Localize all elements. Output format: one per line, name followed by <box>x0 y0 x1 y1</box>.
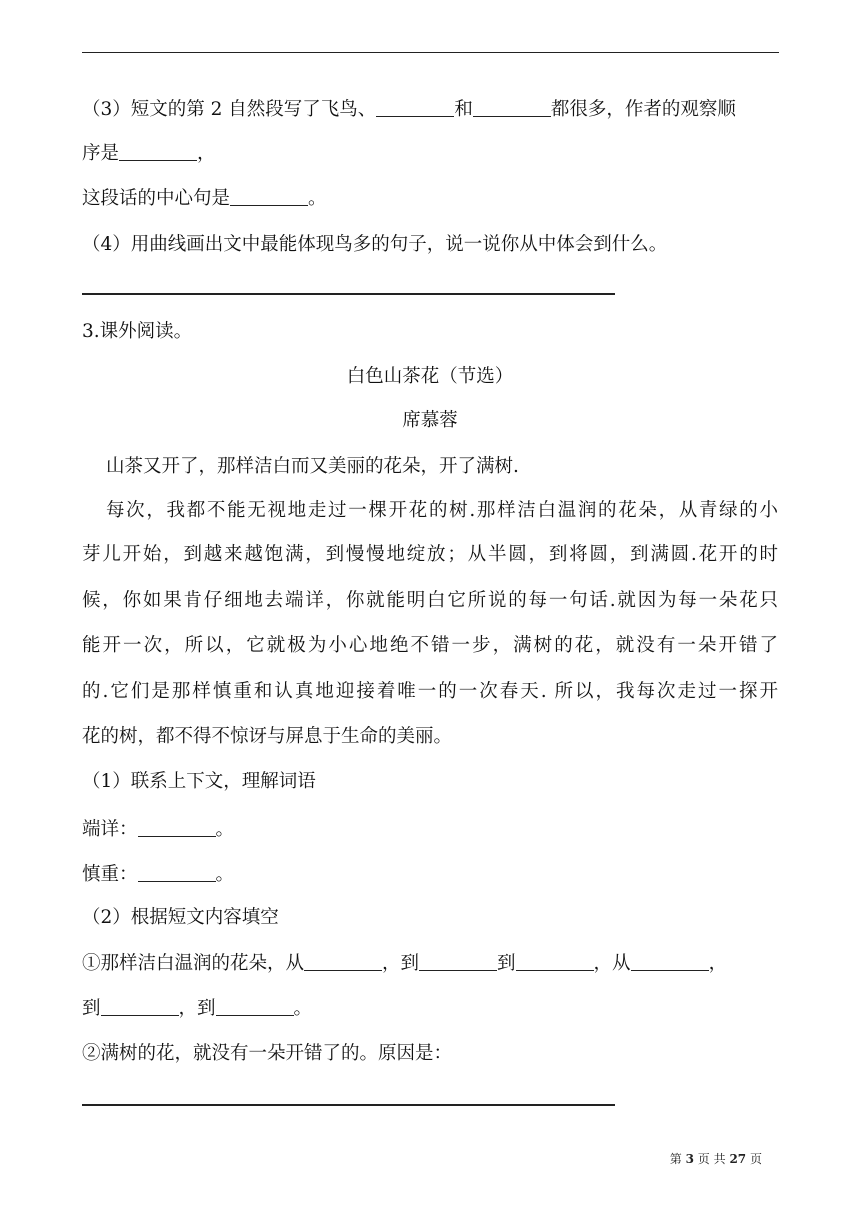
q4-text: （4）用曲线画出文中最能体现鸟多的句子，说一说你从中体会到什么。 <box>82 234 668 255</box>
answer-blank[interactable] <box>119 140 197 161</box>
q1-word1: 端详： 。 <box>82 816 778 842</box>
passage-title: 白色山茶花（节选） <box>346 366 514 387</box>
answer-blank[interactable] <box>473 96 551 117</box>
answer-blank[interactable] <box>101 995 179 1016</box>
answer-blank[interactable] <box>304 950 382 971</box>
passage-para2-line: 的.它们是那样慎重和认真地迎接着唯一的一次春天. 所以，我每次走过一探开 <box>82 681 778 702</box>
answer-line[interactable] <box>82 1104 615 1106</box>
q3-line3: 这段话的中心句是 。 <box>82 185 778 211</box>
answer-blank[interactable] <box>631 950 709 971</box>
q2-text: （2）根据短文内容填空 <box>82 907 279 928</box>
passage-para2-line: 芽儿开始，到越来越饱满，到慢慢地绽放；从半圆，到将圆，到满圆.花开的时 <box>82 544 778 565</box>
passage-para2-line: 花的树，都不得不惊讶与屏息于生命的美丽。 <box>82 726 453 747</box>
q3-line1: （3）短文的第 2 自然段写了飞鸟、 和 都很多，作者的观察顺 <box>82 96 778 122</box>
answer-blank[interactable] <box>376 96 454 117</box>
answer-blank[interactable] <box>138 816 216 837</box>
q1-text: （1）联系上下文，理解词语 <box>82 771 316 792</box>
q1-word2: 慎重： 。 <box>82 861 778 887</box>
page-total: 27 <box>729 1152 747 1166</box>
q2-item2: ②满树的花，就没有一朵开错了的。原因是： <box>82 1043 453 1064</box>
page-footer: 第 3 页 共 27 页 <box>669 1152 762 1166</box>
answer-blank[interactable] <box>419 950 497 971</box>
page-number: 3 <box>685 1152 694 1166</box>
answer-line[interactable] <box>82 293 615 295</box>
q3-line2: 序是 ， <box>82 140 778 166</box>
passage-para1: 山茶又开了，那样洁白而又美丽的花朵，开了满树. <box>106 456 519 477</box>
answer-blank[interactable] <box>216 995 294 1016</box>
section-heading: 3.课外阅读。 <box>82 321 193 342</box>
passage-para2-line: 候，你如果肯仔细地去端详，你就能明白它所说的每一句话.就因为每一朵花只 <box>82 590 778 611</box>
q2-item1-line1: ①那样洁白温润的花朵，从 ，到 到 ，从 ， <box>82 950 778 976</box>
top-rule <box>82 52 779 53</box>
passage-para2-line: 每次，我都不能无视地走过一棵开花的树.那样洁白温润的花朵，从青绿的小 <box>106 500 778 521</box>
answer-blank[interactable] <box>516 950 594 971</box>
answer-blank[interactable] <box>138 861 216 882</box>
passage-para2-line: 能开一次，所以，它就极为小心地绝不错一步，满树的花，就没有一朵开错了 <box>82 635 778 656</box>
passage-author: 席慕蓉 <box>402 410 458 431</box>
answer-blank[interactable] <box>230 185 308 206</box>
q2-item1-line2: 到 ，到 。 <box>82 995 778 1021</box>
